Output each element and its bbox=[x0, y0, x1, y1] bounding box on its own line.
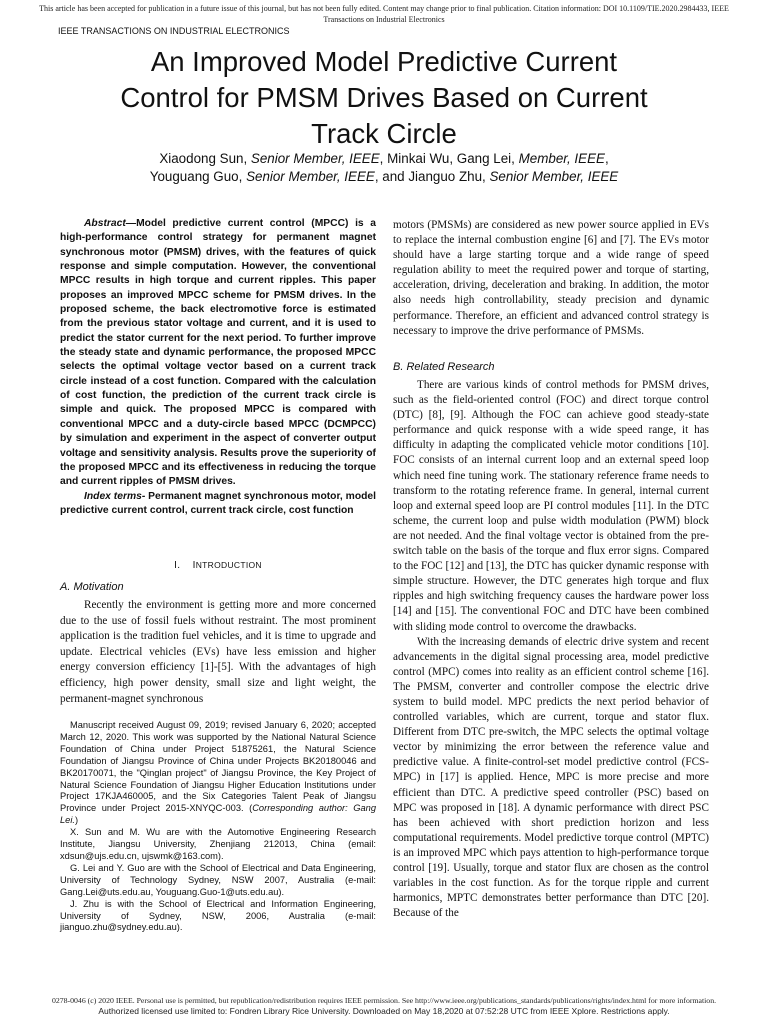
title-line-1: An Improved Model Predictive Current bbox=[150, 46, 618, 77]
section-heading-introduction bbox=[60, 558, 376, 573]
author-line-2 bbox=[40, 168, 728, 186]
footnote-funding: Manuscript received August 09, 2019; revised January 6, 2020; accepted March 12, 2020. This work was supported by the National Natural Science Foundation of China under Project 51875261, the Natural Science Foundation of Jiangsu Province of China under Projects BK20180046 and BK20170071, the "Qinglan project" of Jiangsu Province, the Key Project of Natural Science Foundation of Jiangsu Higher Education Institutions under Project 17KJA460005, and the Six Categories Talent Peak of Jiangsu Province under Project 2015-XNYQC-003. ( bbox=[60, 720, 376, 814]
author-list bbox=[40, 150, 728, 186]
author-wu-lei: , Minkai Wu, Gang Lei, bbox=[379, 151, 519, 166]
acceptance-notice-line1: This article has been accepted for publication in a future issue of this journal, but has not been fully edited. Content may change prior to final publication. Citation information: DOI 10.1109/TIE.2020.2984433, IEEE bbox=[39, 4, 729, 13]
abstract-label: Abstract bbox=[84, 218, 126, 229]
copyright-notice: 0278-0046 (c) 2020 IEEE. Personal use is permitted, but republication/redistribution requires IEEE permission. See http://www.ieee.org/publications_standards/publications/rights/index.html for more information. bbox=[51, 996, 717, 1005]
index-terms-label: Index terms- bbox=[84, 490, 146, 502]
author-separator: , bbox=[604, 151, 609, 166]
author-line-1 bbox=[40, 150, 728, 168]
license-notice: Authorized licensed use limited to: Fondren Library Rice University. Downloaded on May 18,2020 at 07:52:28 UTC from IEEE Xplore. Restrictions apply. bbox=[98, 1006, 670, 1016]
abstract bbox=[60, 217, 376, 518]
index-terms-body: Permanent magnet synchronous motor, model predictive current control, current track circle, cost function bbox=[60, 490, 376, 516]
author-role: Senior Member, IEEE bbox=[489, 169, 619, 184]
motivation-text: Recently the environment is getting more and more concerned due to the use of fossil fuels without restraint. The most prominent application is the tradition fuel vehicles, and it is time to upgrade and update. Electrical vehicles (EVs) have less emission and higher energy conversion efficiency [1]-[5]. With the advantages of high efficiency, high power density, small size and light weight, the permanent-magnet synchronous bbox=[60, 599, 376, 705]
footnote-manuscript bbox=[60, 720, 376, 827]
footnote-affiliation-zhu: J. Zhu is with the School of Electrical and Information Engineering, University of Sydney, NSW, 2006, Australia (e-mail: jianguo.zhu@sydney.edu.au). bbox=[60, 898, 376, 933]
acceptance-notice-line2: Transactions on Industrial Electronics bbox=[323, 15, 445, 24]
acceptance-notice bbox=[10, 3, 758, 25]
right-column-related bbox=[393, 378, 709, 921]
abstract-paragraph bbox=[60, 217, 376, 490]
footnote-affiliation-lei-guo: G. Lei and Y. Guo are with the School of Electrical and Data Engineering, University of Technology Sydney, NSW 2007, Australia (e-mail: Gang.Lei@uts.edu.au, Youguang.Guo-1@uts.edu.au). bbox=[60, 862, 376, 897]
author-footnote bbox=[60, 720, 376, 934]
title-line-2: Control for PMSM Drives Based on Current bbox=[120, 82, 648, 113]
author-guo: Youguang Guo, bbox=[149, 169, 247, 184]
index-terms bbox=[60, 490, 376, 519]
paragraph-foc-dtc: There are various kinds of control methods for PMSM drives, such as the field-oriented control (FOC) and direct torque control (DTC) [8], [9]. Although the FOC can achieve good steady-state performance and quick response with a wide speed range, it has difficulty in adapting the complicated vehicle motor conditions [10]. FOC consists of an internal current loop and an external speed loop which need fine tuning work. The stationary reference frame needs to transform to the rotating reference frame. In general, internal current loop and external speed loop are PI control modules [11]. In the DTC scheme, the current loop and pulse width modulation (PWM) block are not needed. And the final voltage vector is obtained from the pre-switch table on the basis of the torque and flux error signs. Compared to the FOC [12] and [13], the DTC has quicker dynamic response with simple structure. However, the DTC generates high torque and flux ripples and high switching frequency causes the hardware power loss [14] and [15]. The conventional FOC and DTC have been combined with sliding mode control to overcome the drawbacks. bbox=[393, 379, 709, 633]
paper-title bbox=[40, 44, 728, 152]
paragraph-mpc: With the increasing demands of electric drive system and recent advancements in the digital signal processing area, model predictive control (MPC) comes into reality as an efficient control scheme [16]. The PMSM, converter and controller compose the electric drive system to build model. MPC predicts the next period behavior of controlled variables, which are current, torque and stator flux. Different from DTC pre-switch, the MPC selects the optimal voltage vector by minimizing the error between the reference value and predictive value. A finite-control-set model predictive control (FCS-MPC) in [17] is applied. Hence, MPC is more precise and more efficient than DTC. A predictive speed controller (PSC) based on MPC was proposed in [18]. A dynamic performance with direct PSC has been achieved with short prediction horizon and less computational requirements. Model predictive torque control (MPTC) is an improved MPC which pays attention to high-performance torque control [19]. Usually, torque and stator flux are chosen as the control variables in the cost function. As for the torque ripple and current harmonics, MPTC demonstrates better performance than DTC [20]. Because of the bbox=[393, 635, 709, 920]
section-title-initial: I bbox=[192, 560, 196, 571]
journal-name: IEEE TRANSACTIONS ON INDUSTRIAL ELECTRONICS bbox=[58, 26, 290, 36]
author-role: Senior Member, IEEE bbox=[246, 169, 375, 184]
subsection-related-research: B. Related Research bbox=[393, 361, 495, 373]
author-sun: Xiaodong Sun, bbox=[159, 151, 251, 166]
footnote-corresponding: Corresponding author: Gang Lei. bbox=[60, 803, 376, 826]
section-title-rest: NTRODUCTION bbox=[195, 560, 262, 570]
footnote-close: ) bbox=[75, 815, 79, 826]
footnote-affiliation-sun-wu: X. Sun and M. Wu are with the Automotive Engineering Research Institute, Jiangsu University, Zhenjiang 212013, China (email: xdsun@ujs.edu.cn, ujswmk@163.com). bbox=[60, 827, 376, 861]
right-column-intro bbox=[393, 218, 709, 339]
author-zhu: , and Jianguo Zhu, bbox=[374, 169, 490, 184]
section-number: I. bbox=[174, 560, 181, 571]
abstract-body: —Model predictive current control (MPCC) is a high-performance control strategy for permanent magnet synchronous motor (PMSM) drives, with the features of quick response and simple computation. However, the conventional MPCC results in high torque and current ripples. This paper proposes an improved MPCC scheme for PMSM drives. In the proposed scheme, the back electromotive force is estimated from the previous stator voltage and current, and it is used to predict the stator current for the next period. To further improve the steady state and dynamic performance, the proposed MPCC selects the optimal voltage vector based on a current track circle instead of a cost function. Compared with the calculation of cost function, the prediction of the current track circle is simple and quick. The proposed MPCC is compared with conventional MPCC and a duty-circle based MPCC (DCMPCC) by simulation and experiment in the aspect of converter output voltage and sensitivity analysis. Results prove the superiority of the proposed MPCC and its effectiveness in reducing the torque and current ripples of PMSM drives. bbox=[60, 218, 376, 488]
title-line-3: Track Circle bbox=[311, 118, 457, 149]
author-role: Member, IEEE bbox=[518, 151, 605, 166]
author-role: Senior Member, IEEE bbox=[250, 151, 380, 166]
subsection-motivation: A. Motivation bbox=[60, 581, 124, 593]
paragraph-pmsm-ev: motors (PMSMs) are considered as new power source applied in EVs to replace the internal combustion engine [6] and [7]. The EVs motor should have a large starting torque and a wide range of speed regulation ability to meet the required power and torque of starting, acceleration, driving, deceleration and braking. In addition, the motor also needs high controllability, steady precision and dynamic performance. Therefore, an efficient and advanced control strategy is necessary to improve the drive performance of PMSMs. bbox=[393, 219, 709, 337]
motivation-paragraph bbox=[60, 598, 376, 707]
